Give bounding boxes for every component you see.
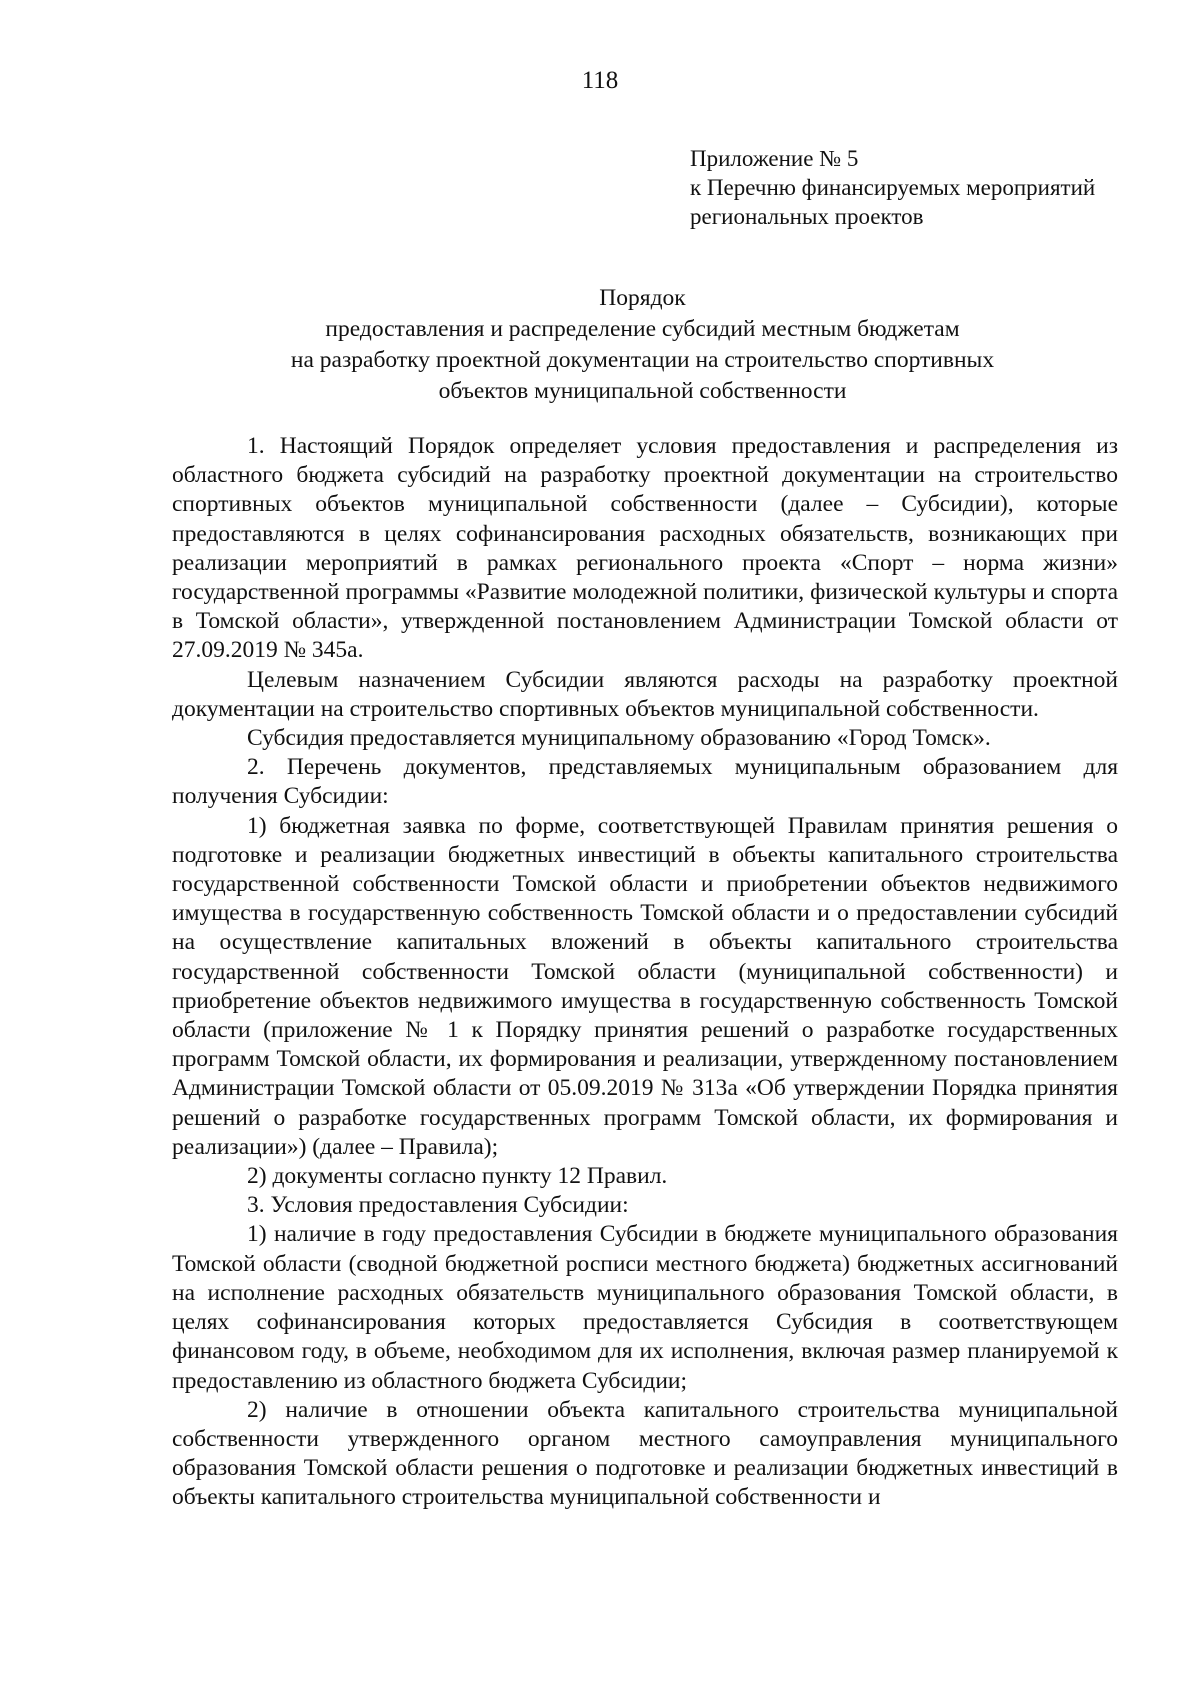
title-line-4: объектов муниципальной собственности (438, 378, 847, 404)
paragraph-3-item-2: 2) наличие в отношении объекта капитального строительства муниципальной собственности утвержденного органом местного самоуправления муниципального образования Томской области решения о подготовке и реализации бюджетных инвестиций в объекты капитального строительства муниципальной собственности и (172, 1396, 1118, 1511)
paragraph-2-item-1: 1) бюджетная заявка по форме, соответствующей Правилам принятия решения о подготовке и реализации бюджетных инвестиций в объекты капитального строительства государственной собственности Томской области и приобретении объектов недвижимого имущества в государственную собственность Томской области и о предоставлении субсидий на осуществление капитальных вложений в объекты капитального строительства государственной собственности Томской области (муниципальной собственности) и приобретение объектов недвижимого имущества в государственную собственность Томской области (приложение № 1 к Порядку принятия решений о разработке государственных программ Томской области, их формирования и реализации, утвержденному постановлением Администрации Томской области от 05.09.2019 № 313а «Об утверждении Порядка принятия решений о разработке государственных программ Томской области, их формирования и реализации») (далее – Правила); (172, 812, 1118, 1160)
paragraph-2-item-2: 2) документы согласно пункту 12 Правил. (247, 1163, 668, 1190)
title-line-1: Порядок (599, 285, 686, 311)
appendix-header (690, 144, 1160, 231)
appendix-line-1: Приложение № 5 (690, 146, 859, 171)
document-body (172, 432, 1118, 1513)
paragraph-2-documents: 2. Перечень документов, представляемых муниципальным образованием для получения Субсидии: (172, 754, 1118, 810)
document-title (170, 283, 1115, 407)
title-line-3: на разработку проектной документации на строительство спортивных (290, 347, 995, 373)
paragraph-3-item-1: 1) наличие в году предоставления Субсидии в бюджете муниципального образования Томской области (сводной бюджетной росписи местного бюджета) бюджетных ассигнований на исполнение расходных обязательств муниципального образования Томской области, в целях софинансирования которых предоставляется Субсидия в соответствующем финансовом году, в объеме, необходимом для их исполнения, включая размер планируемой к предоставлению из областного бюджета Субсидии; (172, 1221, 1118, 1394)
paragraph-1-scope: 1. Настоящий Порядок определяет условия предоставления и распределения из областного бюджета субсидий на разработку проектной документации на строительство спортивных объектов муниципальной собственности (далее – Субсидии), которые предоставляются в целях софинансирования расходных обязательств, возникающих при реализации мероприятий в рамках регионального проекта «Спорт – норма жизни» государственной программы «Развитие молодежной политики, физической культуры и спорта в Томской области», утвержденной постановлением Администрации Томской области от 27.09.2019 № 345а. (172, 433, 1118, 664)
title-line-2: предоставления и распределение субсидий местным бюджетам (325, 316, 960, 342)
paragraph-recipient: Субсидия предоставляется муниципальному образованию «Город Томск». (247, 725, 991, 752)
appendix-line-3: региональных проектов (690, 204, 924, 229)
page-number: 118 (581, 67, 619, 94)
appendix-line-2: к Перечню финансируемых мероприятий (690, 175, 1096, 200)
paragraph-3-conditions: 3. Условия предоставления Субсидии: (247, 1192, 629, 1219)
paragraph-purpose: Целевым назначением Субсидии являются расходы на разработку проектной документации на строительство спортивных объектов муниципальной собственности. (172, 666, 1118, 722)
